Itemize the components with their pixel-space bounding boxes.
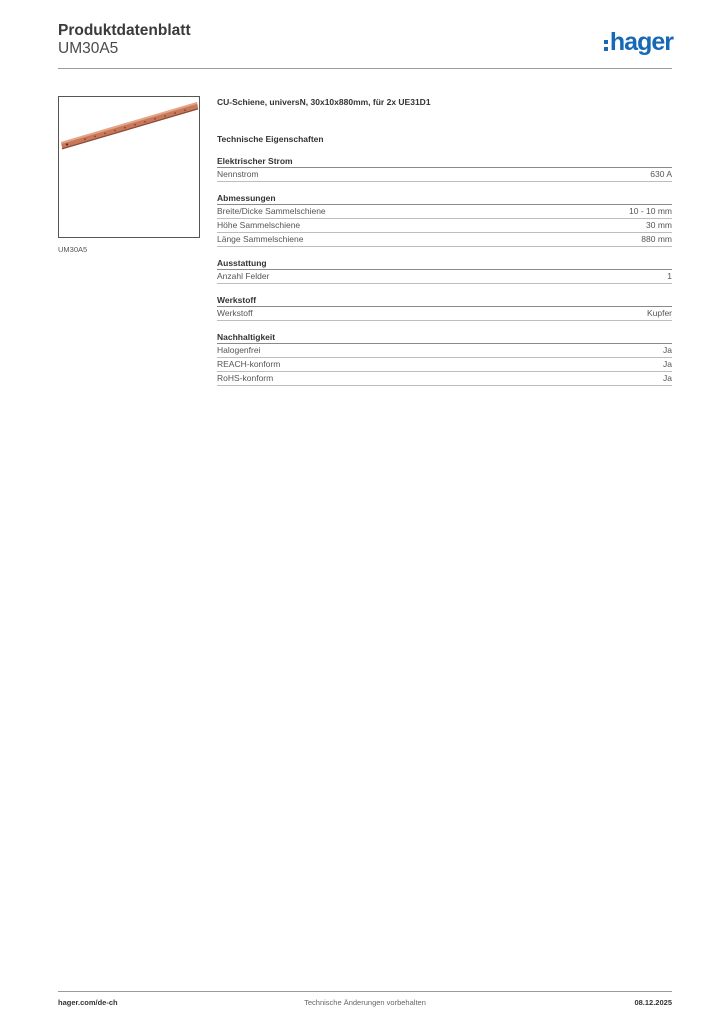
spec-value: 880 mm [641, 234, 672, 244]
product-description: CU-Schiene, universN, 30x10x880mm, für 2x UE31D1 [217, 97, 431, 107]
document-date: 08.12.2025 [634, 998, 672, 1007]
spec-row [217, 168, 672, 182]
spec-group-electrical [217, 155, 672, 182]
copper-busbar-icon [59, 97, 199, 237]
spec-value: 10 - 10 mm [629, 206, 672, 216]
spec-row [217, 233, 672, 247]
document-header [58, 22, 191, 58]
spec-row [217, 344, 672, 358]
page-title: Produktdatenblatt [58, 22, 191, 39]
spec-group-title: Elektrischer Strom [217, 155, 672, 168]
spec-row [217, 219, 672, 233]
product-details [217, 96, 672, 386]
spec-label: REACH-konform [217, 359, 281, 369]
spec-row [217, 372, 672, 386]
spec-row [217, 358, 672, 372]
spec-label: Länge Sammelschiene [217, 234, 304, 244]
spec-value: Ja [663, 373, 672, 383]
spec-group-title: Ausstattung [217, 257, 672, 270]
spec-label: Höhe Sammelschiene [217, 220, 301, 230]
spec-group-dimensions [217, 192, 672, 247]
spec-value: Ja [663, 359, 672, 369]
spec-value: Ja [663, 345, 672, 355]
website-link[interactable]: hager.com/de-ch [58, 998, 118, 1007]
header-divider [58, 68, 672, 69]
product-image [58, 96, 200, 238]
spec-label: Anzahl Felder [217, 271, 270, 281]
hager-logo [604, 30, 673, 55]
specs-heading: Technische Eigenschaften [217, 134, 324, 144]
spec-label: Nennstrom [217, 169, 259, 179]
spec-row [217, 205, 672, 219]
spec-row [217, 270, 672, 284]
product-code: UM30A5 [58, 40, 119, 57]
spec-row [217, 307, 672, 321]
spec-group-sustainability [217, 331, 672, 386]
spec-value: 1 [667, 271, 672, 281]
spec-value: 30 mm [646, 220, 672, 230]
footer-divider [58, 991, 672, 992]
spec-group-title: Werkstoff [217, 294, 672, 307]
image-caption: UM30A5 [58, 245, 88, 254]
spec-group-title: Nachhaltigkeit [217, 331, 672, 344]
spec-group-material [217, 294, 672, 321]
spec-value: 630 A [650, 169, 672, 179]
spec-label: Breite/Dicke Sammelschiene [217, 206, 326, 216]
change-notice: Technische Änderungen vorbehalten [304, 998, 426, 1007]
spec-label: Werkstoff [217, 308, 253, 318]
spec-label: Halogenfrei [217, 345, 261, 355]
spec-group-title: Abmessungen [217, 192, 672, 205]
logo-text: hager [609, 28, 673, 56]
spec-label: RoHS-konform [217, 373, 274, 383]
spec-group-equipment [217, 257, 672, 284]
logo-dots-icon [604, 40, 608, 51]
spec-value: Kupfer [646, 308, 672, 318]
